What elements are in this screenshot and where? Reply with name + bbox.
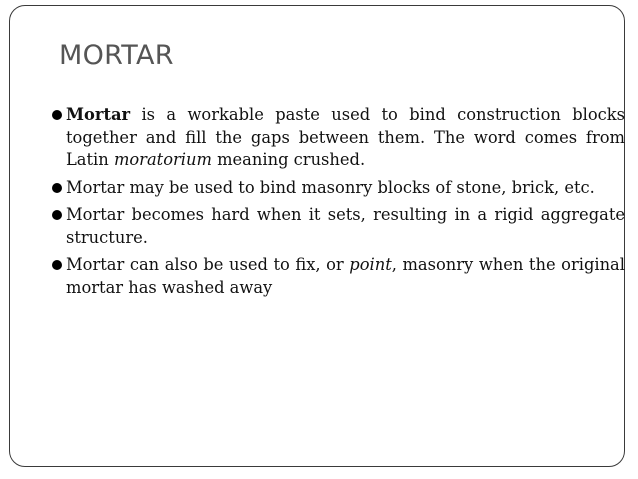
- slide-frame: [9, 5, 625, 467]
- bullet-item-definition: [50, 104, 625, 172]
- bullet-icon: [52, 260, 62, 270]
- latin-word: moratorium: [113, 150, 212, 169]
- bullet-list: [50, 104, 625, 304]
- bullet-icon: [52, 183, 62, 193]
- bullet-item-bind-masonry: [50, 177, 625, 200]
- bullet-text: Mortar may be used to bind masonry blocks of stone, brick, etc.: [66, 177, 595, 197]
- point-term: point: [349, 255, 392, 274]
- definition-text: is a workable paste used to bind construction blocks together and fill the gaps between them. The word comes from Latin: [66, 105, 625, 169]
- bullet-item-hardens: [50, 204, 625, 249]
- pointing-text-end: , masonry when the original mortar has washed away: [66, 255, 625, 297]
- term-mortar: Mortar: [66, 105, 131, 124]
- bullet-icon: [52, 110, 62, 120]
- slide-title: MORTAR: [59, 40, 174, 71]
- bullet-text: Mortar becomes hard when it sets, resulting in a rigid aggregate structure.: [66, 205, 625, 247]
- definition-end: meaning crushed.: [211, 150, 366, 169]
- bullet-item-pointing: [50, 254, 625, 299]
- pointing-text-start: Mortar can also be used to fix, or: [66, 255, 350, 274]
- bullet-icon: [52, 210, 62, 220]
